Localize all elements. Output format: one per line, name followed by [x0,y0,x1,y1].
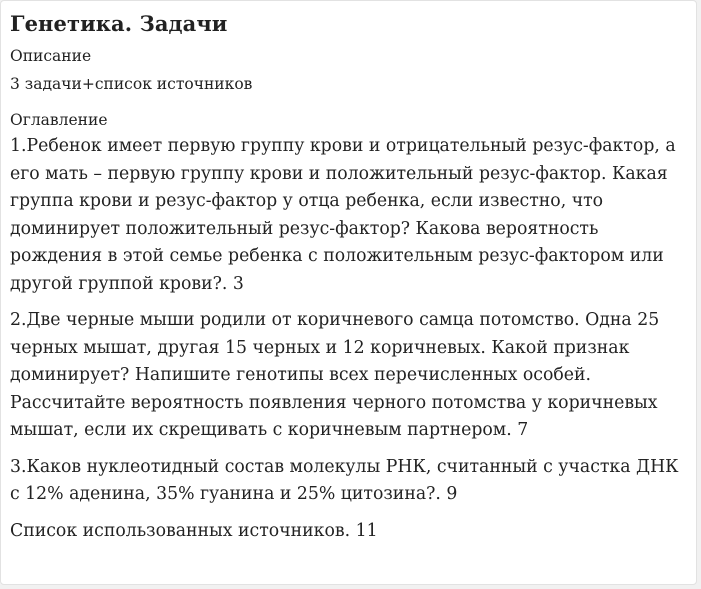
toc-item-sources[interactable]: Список использованных источников. 11 [10,520,378,541]
toc-heading: Оглавление [10,111,108,129]
description-label: Описание [10,47,92,65]
toc-item-1[interactable]: 1.Ребенок имеет первую группу крови и отрицательный резус-фактор, а его мать – первую группу крови и положительный резус-фактор. Какая группа крови и резус-фактор у отца ребенка, если известно, что доминирует положительный резус-фактор? Какова вероятность рождения в этой семье ребенка с положительным резус-фактором или другой группой крови?. 3 [10,136,676,294]
description-text: 3 задачи+список источников [10,75,253,93]
page-title: Генетика. Задачи [10,11,228,36]
toc-item-3[interactable]: 3.Каков нуклеотидный состав молекулы РНК, считанный с участка ДНК с 12% аденина, 35% гуанина и 25% цитозина?. 9 [10,456,679,504]
toc-item-2[interactable]: 2.Две черные мыши родили от коричневого самца потомство. Одна 25 черных мышат, другая 15 черных и 12 коричневых. Какой признак доминирует? Напишите генотипы всех перечисленных особей. Рассчитайте вероятность появления черного потомства у коричневых мышат, если их скрещивать с коричневым партнером. 7 [10,310,660,440]
